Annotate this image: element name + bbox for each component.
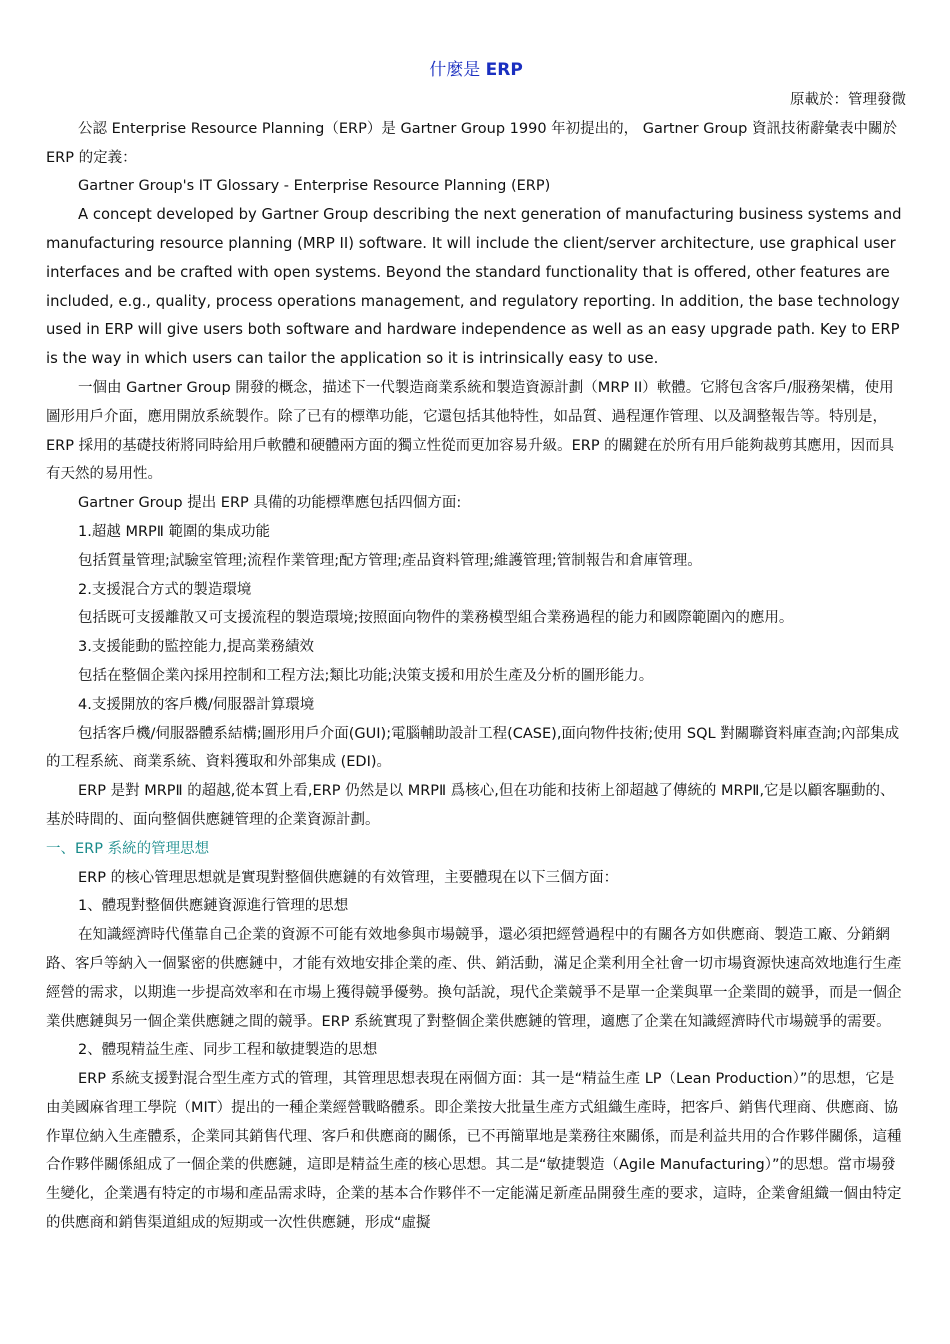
subheading-1: 1、體現對整個供應鏈資源進行管理的思想 (78, 898, 349, 915)
paragraph-english-definition: A concept developed by Gartner Group describing the next generation of manufacturing business systems and manufacturing resource planning (MRP II) software. It will include the client/server architecture, use graphical user interfaces and be crafted with open systems. Beyond the standard functionality that is offered, other features are included, e.g., quality, process operations management, and regulatory reporting. In addition, the base technology used in ERP will give users both software and hardware independence as well as an easy upgrade path. Key to ERP is the way in which users can tailor the application so it is intrinsically easy to use. (46, 206, 902, 368)
paragraph-intro: 公認 Enterprise Resource Planning（ERP）是 Gartner Group 1990 年初提出的， Gartner Group 資訊技術辭彙表中關於 ERP 的定義： (46, 120, 897, 166)
list-item-heading-4: 4.支援開放的客戶機/伺服器計算環境 (78, 696, 315, 713)
paragraph-core-idea: ERP 的核心管理思想就是實現對整個供應鏈的有效管理，主要體現在以下三個方面： (78, 869, 619, 886)
title-prefix: 什麼是 (429, 60, 481, 80)
list-item-body-1: 包括質量管理;試驗室管理;流程作業管理;配方管理;產品資料管理;維護管理;管制報告和倉庫管理。 (78, 552, 702, 569)
document-title (46, 54, 906, 86)
paragraph-function-standards: Gartner Group 提出 ERP 具備的功能標準應包括四個方面: (78, 495, 462, 512)
paragraph-chinese-definition: 一個由 Gartner Group 開發的概念，描述下一代製造商業系統和製造資源計劃（MRP II）軟體。它將包含客戶/服務架構，使用圖形用戶介面，應用開放系統製作。除了已有的標準功能，它還包括其他特性，如品質、過程運作管理、以及調整報告等。特別是，ERP 採用的基礎技術將同時給用戶軟體和硬體兩方面的獨立性從而更加容易升級。ERP 的關鍵在於所有用戶能夠裁剪其應用，因而具有天然的易用性。 (46, 379, 895, 483)
subheading-2: 2、體現精益生產、同步工程和敏捷製造的思想 (78, 1042, 378, 1059)
list-item-heading-3: 3.支援能動的監控能力,提高業務績效 (78, 639, 314, 656)
list-item-body-4: 包括客戶機/伺服器體系結構;圖形用戶介面(GUI);電腦輔助設計工程(CASE),面向物件技術;使用 SQL 對關聯資料庫查詢;內部集成的工程系統、商業系統、資料獲取和外部集成 (EDI)。 (46, 725, 900, 771)
paragraph-lean-agile: ERP 系統支援對混合型生產方式的管理，其管理思想表現在兩個方面：其一是“精益生產 LP（Lean Production）”的思想，它是由美國麻省理工學院（MIT）提出的一種企業經營戰略體系。即企業按大批量生產方式組織生產時，把客戶、銷售代理商、供應商、協作單位納入生產體系，企業同其銷售代理、客戶和供應商的關係，已不再簡單地是業務往來關係，而是利益共用的合作夥伴關係，這種合作夥伴關係組成了一個企業的供應鏈，這即是精益生產的核心思想。其二是“敏捷製造（Agile Manufacturing）”的思想。當市場發生變化，企業遇有特定的市場和產品需求時，企業的基本合作夥伴不一定能滿足新產品開發生產的要求，這時，企業會組織一個由特定的供應商和銷售渠道組成的短期或一次性供應鏈，形成“虛擬 (46, 1071, 902, 1232)
list-item-body-3: 包括在整個企業內採用控制和工程方法;類比功能;決策支援和用於生產及分析的圖形能力。 (78, 667, 654, 684)
glossary-heading: Gartner Group's IT Glossary - Enterprise Resource Planning (ERP) (78, 178, 551, 195)
title-acronym: ERP (485, 60, 523, 80)
paragraph-supply-chain: 在知識經濟時代僅靠自己企業的資源不可能有效地參與市場競爭，還必須把經營過程中的有關各方如供應商、製造工廠、分銷網路、客戶等納入一個緊密的供應鏈中，才能有效地安排企業的產、供、銷活動，滿足企業利用全社會一切市場資源快速高效地進行生產經營的需求，以期進一步提高效率和在市場上獲得競爭優勢。換句話說，現代企業競爭不是單一企業與單一企業間的競爭，而是一個企業供應鏈與另一個企業供應鏈之間的競爭。ERP 系統實現了對整個企業供應鏈的管理，適應了企業在知識經濟時代市場競爭的需要。 (46, 927, 902, 1030)
list-item-body-2: 包括既可支援離散又可支援流程的製造環境;按照面向物件的業務模型組合業務過程的能力和國際範圍內的應用。 (78, 610, 794, 627)
section-heading: 一、ERP 系統的管理思想 (46, 840, 210, 857)
list-item-heading-1: 1.超越 MRPⅡ 範圍的集成功能 (78, 523, 271, 540)
source-note: 原載於：管理發微 (790, 92, 906, 108)
document-page (46, 54, 906, 1238)
list-item-heading-2: 2.支援混合方式的製造環境 (78, 581, 252, 598)
paragraph-erp-vs-mrp: ERP 是對 MRPⅡ 的超越,從本質上看,ERP 仍然是以 MRPⅡ 爲核心,但在功能和技術上卻超越了傳統的 MRPⅡ,它是以顧客驅動的、基於時間的、面向整個供應鏈管理的企業資源計劃。 (46, 783, 895, 828)
